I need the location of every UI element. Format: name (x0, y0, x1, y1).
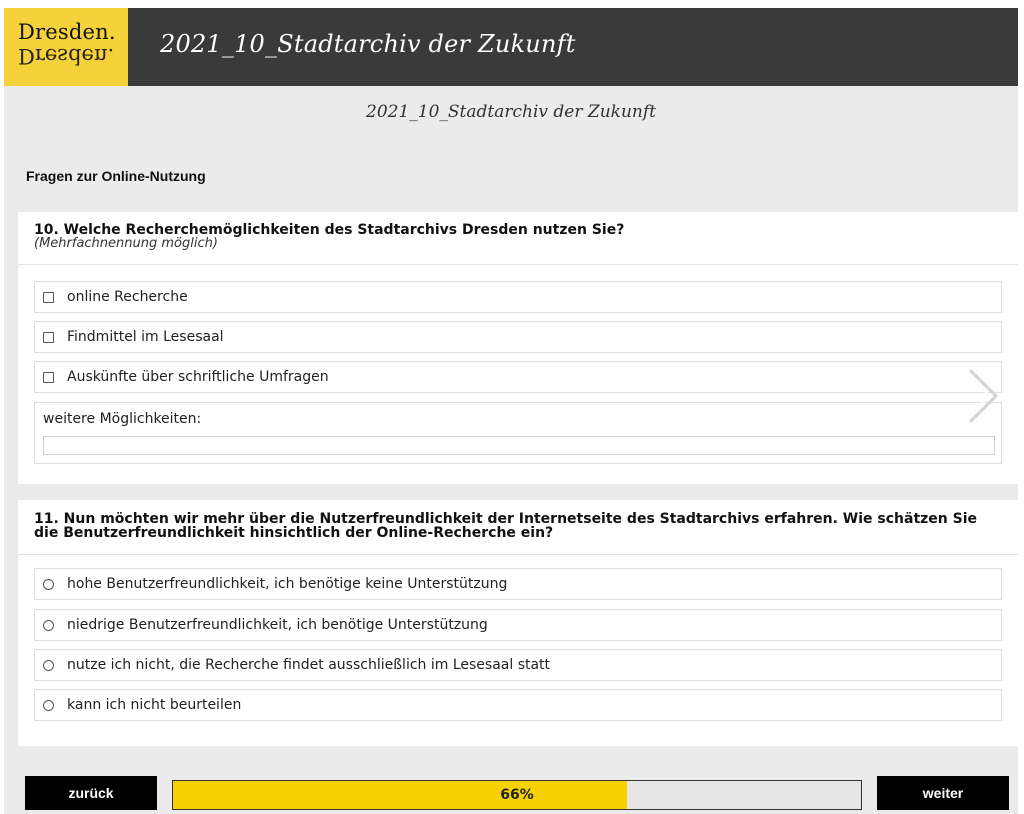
option-label: online Recherche (67, 289, 188, 305)
option-auskuenfte-umfragen[interactable] (34, 361, 1002, 393)
other-options-box (34, 402, 1002, 464)
back-button[interactable]: zurück (25, 776, 157, 810)
option-label: Auskünfte über schriftliche Umfragen (67, 369, 329, 385)
progress-text: 66% (500, 787, 534, 803)
logo-text-mirror: Dresden. (18, 44, 115, 68)
question-10-header (18, 212, 1018, 265)
checkbox[interactable] (43, 372, 54, 383)
survey-main (4, 86, 1018, 814)
option-online-recherche[interactable] (34, 281, 1002, 313)
option-nutze-ich-nicht[interactable] (34, 649, 1002, 681)
radio-button[interactable] (43, 620, 54, 631)
option-niedrige-benutzerfreundlichkeit[interactable] (34, 609, 1002, 641)
question-11-card (18, 500, 1018, 746)
option-label: hohe Benutzerfreundlichkeit, ich benötige keine Unterstützung (67, 576, 508, 592)
question-10-hint: (Mehrfachnennung möglich) (34, 236, 218, 251)
other-options-input[interactable] (43, 436, 995, 455)
question-10-card (18, 212, 1018, 484)
logo-text: Dresden. (18, 20, 116, 44)
top-strip (0, 0, 1024, 8)
question-11-text: 11. Nun möchten wir mehr über die Nutzerfreundlichkeit der Internetseite des Stadtarchivs erfahren. Wie schätzen Sie die Benutzerfreundlichkeit hinsichtlich der Online-Recherche ein? (34, 511, 978, 541)
option-findmittel-lesesaal[interactable] (34, 321, 1002, 353)
radio-button[interactable] (43, 700, 54, 711)
checkbox[interactable] (43, 332, 54, 343)
option-hohe-benutzerfreundlichkeit[interactable] (34, 568, 1002, 600)
option-label: Findmittel im Lesesaal (67, 329, 224, 345)
question-10-text: 10. Welche Recherchemöglichkeiten des Stadtarchivs Dresden nutzen Sie? (34, 222, 625, 238)
option-label: nutze ich nicht, die Recherche findet ausschließlich im Lesesaal statt (67, 657, 551, 673)
next-button[interactable]: weiter (877, 776, 1009, 810)
survey-title: 2021_10_Stadtarchiv der Zukunft (366, 102, 656, 122)
radio-button[interactable] (43, 660, 54, 671)
chevron-right-icon[interactable] (962, 366, 1002, 426)
dresden-logo (4, 8, 128, 86)
checkbox[interactable] (43, 292, 54, 303)
progress-bar (172, 780, 862, 810)
other-options-label: weitere Möglichkeiten: (43, 411, 202, 427)
option-nicht-beurteilen[interactable] (34, 689, 1002, 721)
question-11-header (18, 500, 1018, 555)
section-title: Fragen zur Online-Nutzung (26, 168, 206, 184)
option-label: kann ich nicht beurteilen (67, 697, 242, 713)
option-label: niedrige Benutzerfreundlichkeit, ich benötige Unterstützung (67, 617, 488, 633)
radio-button[interactable] (43, 579, 54, 590)
header-bar (4, 8, 1018, 86)
header-title: 2021_10_Stadtarchiv der Zukunft (160, 30, 576, 58)
